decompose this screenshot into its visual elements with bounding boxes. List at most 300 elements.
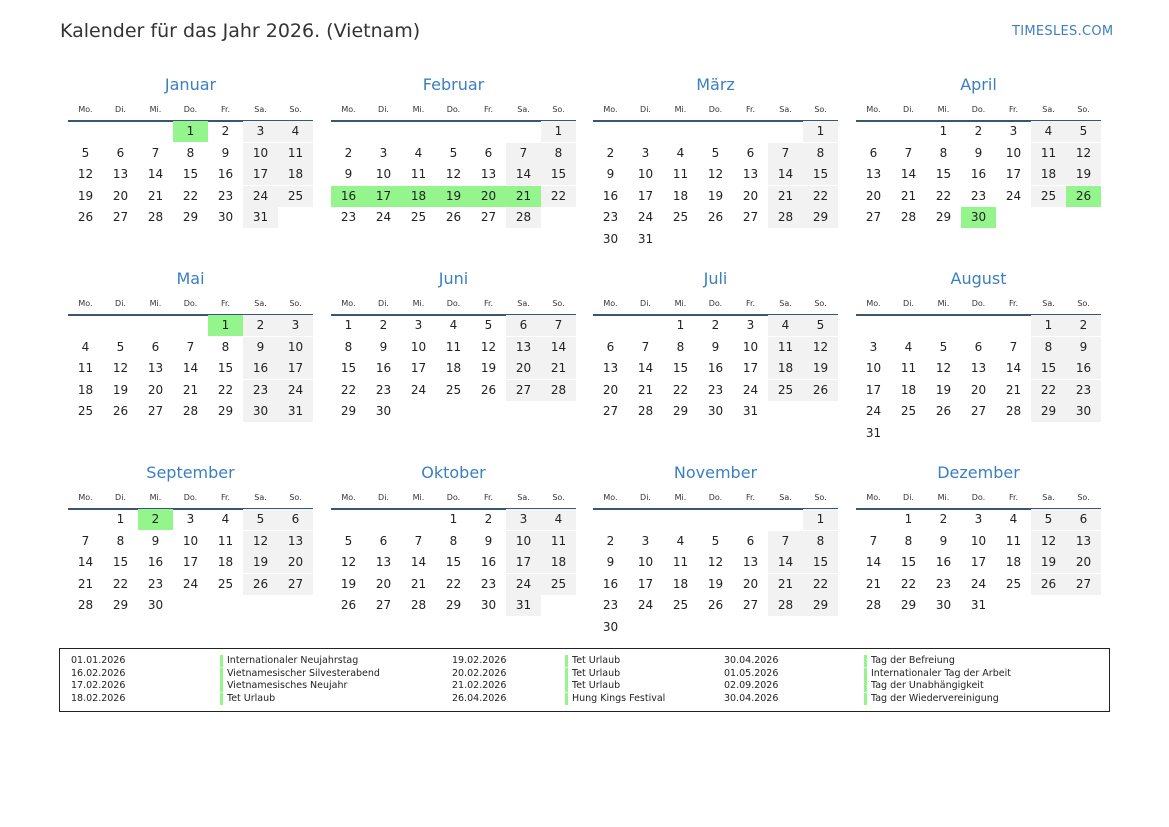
day-cell[interactable]: 2	[974, 124, 983, 138]
day-cell[interactable]: 27	[1066, 574, 1101, 595]
day-cell[interactable]: 10	[637, 167, 654, 182]
day-cell[interactable]: 8	[803, 143, 838, 164]
day-cell[interactable]: 25	[278, 186, 313, 207]
day-cell[interactable]: 24	[865, 404, 882, 419]
day-cell[interactable]: 3	[278, 315, 313, 336]
day-cell[interactable]: 1	[449, 512, 458, 526]
day-cell[interactable]: 8	[186, 145, 195, 160]
day-cell[interactable]: 5	[449, 145, 458, 160]
day-cell[interactable]: 17	[1005, 167, 1022, 182]
day-cell[interactable]: 17	[970, 555, 987, 570]
day-cell[interactable]: 23	[1066, 380, 1101, 401]
day-cell[interactable]: 16	[970, 167, 987, 182]
day-cell[interactable]: 19	[803, 358, 838, 379]
day-cell[interactable]: 6	[379, 533, 388, 548]
day-cell[interactable]: 24	[506, 574, 541, 595]
day-cell[interactable]: 2	[243, 315, 278, 336]
day-cell[interactable]: 27	[147, 404, 164, 419]
day-cell[interactable]: 9	[484, 533, 493, 548]
day-cell[interactable]: 27	[480, 210, 497, 225]
day-cell[interactable]: 3	[869, 339, 878, 354]
day-cell[interactable]: 2	[484, 512, 493, 526]
day-cell[interactable]: 4	[414, 145, 423, 160]
day-cell[interactable]: 19	[243, 552, 278, 573]
day-cell[interactable]: 10	[1005, 145, 1022, 160]
day-cell[interactable]: 26	[803, 380, 838, 401]
day-cell[interactable]: 17	[410, 361, 427, 376]
holiday-day-cell[interactable]: 16	[331, 186, 366, 207]
day-cell[interactable]: 30	[243, 401, 278, 422]
day-cell[interactable]: 28	[900, 210, 917, 225]
day-cell[interactable]: 16	[217, 167, 234, 182]
day-cell[interactable]: 19	[1031, 552, 1066, 573]
day-cell[interactable]: 13	[1066, 531, 1101, 552]
day-cell[interactable]: 28	[1005, 404, 1022, 419]
day-cell[interactable]: 26	[707, 598, 724, 613]
day-cell[interactable]: 16	[147, 555, 164, 570]
day-cell[interactable]: 26	[707, 210, 724, 225]
holiday-day-cell[interactable]: 1	[173, 121, 208, 142]
day-cell[interactable]: 10	[970, 533, 987, 548]
day-cell[interactable]: 31	[970, 598, 987, 613]
day-cell[interactable]: 19	[1066, 164, 1101, 185]
day-cell[interactable]: 18	[672, 188, 689, 203]
day-cell[interactable]: 25	[1031, 186, 1066, 207]
day-cell[interactable]: 25	[217, 576, 234, 591]
day-cell[interactable]: 28	[865, 598, 882, 613]
holiday-day-cell[interactable]: 17	[366, 186, 401, 207]
day-cell[interactable]: 29	[672, 404, 689, 419]
day-cell[interactable]: 15	[1031, 358, 1066, 379]
day-cell[interactable]: 20	[112, 188, 129, 203]
day-cell[interactable]: 4	[278, 121, 313, 142]
day-cell[interactable]: 28	[506, 207, 541, 228]
day-cell[interactable]: 28	[77, 598, 94, 613]
day-cell[interactable]: 27	[278, 574, 313, 595]
day-cell[interactable]: 6	[606, 339, 615, 354]
day-cell[interactable]: 14	[147, 167, 164, 182]
day-cell[interactable]: 26	[77, 210, 94, 225]
day-cell[interactable]: 22	[935, 188, 952, 203]
day-cell[interactable]: 19	[935, 382, 952, 397]
day-cell[interactable]: 1	[676, 318, 685, 332]
day-cell[interactable]: 21	[77, 576, 94, 591]
day-cell[interactable]: 15	[935, 167, 952, 182]
day-cell[interactable]: 12	[707, 167, 724, 182]
day-cell[interactable]: 7	[768, 531, 803, 552]
day-cell[interactable]: 29	[112, 598, 129, 613]
day-cell[interactable]: 24	[637, 210, 654, 225]
day-cell[interactable]: 26	[1031, 574, 1066, 595]
day-cell[interactable]: 30	[217, 210, 234, 225]
day-cell[interactable]: 11	[672, 167, 689, 182]
day-cell[interactable]: 11	[1005, 533, 1022, 548]
day-cell[interactable]: 18	[217, 555, 234, 570]
day-cell[interactable]: 9	[221, 145, 230, 160]
day-cell[interactable]: 11	[768, 337, 803, 358]
day-cell[interactable]: 10	[506, 531, 541, 552]
day-cell[interactable]: 15	[112, 555, 129, 570]
day-cell[interactable]: 4	[768, 315, 803, 336]
day-cell[interactable]: 29	[340, 404, 357, 419]
day-cell[interactable]: 17	[637, 188, 654, 203]
day-cell[interactable]: 8	[116, 533, 125, 548]
day-cell[interactable]: 19	[77, 188, 94, 203]
day-cell[interactable]: 22	[1031, 380, 1066, 401]
day-cell[interactable]: 11	[445, 339, 462, 354]
day-cell[interactable]: 20	[742, 188, 759, 203]
day-cell[interactable]: 5	[1066, 121, 1101, 142]
day-cell[interactable]: 27	[375, 598, 392, 613]
day-cell[interactable]: 14	[410, 555, 427, 570]
day-cell[interactable]: 15	[445, 555, 462, 570]
day-cell[interactable]: 7	[641, 339, 650, 354]
day-cell[interactable]: 26	[243, 574, 278, 595]
day-cell[interactable]: 22	[445, 576, 462, 591]
day-cell[interactable]: 31	[243, 207, 278, 228]
day-cell[interactable]: 9	[606, 555, 615, 570]
day-cell[interactable]: 14	[1005, 361, 1022, 376]
day-cell[interactable]: 16	[707, 361, 724, 376]
day-cell[interactable]: 24	[742, 382, 759, 397]
day-cell[interactable]: 9	[344, 167, 353, 182]
day-cell[interactable]: 3	[641, 145, 650, 160]
day-cell[interactable]: 22	[803, 574, 838, 595]
day-cell[interactable]: 15	[217, 361, 234, 376]
day-cell[interactable]: 27	[742, 210, 759, 225]
day-cell[interactable]: 6	[484, 145, 493, 160]
day-cell[interactable]: 1	[939, 124, 948, 138]
day-cell[interactable]: 27	[970, 404, 987, 419]
day-cell[interactable]: 30	[707, 404, 724, 419]
day-cell[interactable]: 24	[243, 186, 278, 207]
day-cell[interactable]: 6	[974, 339, 983, 354]
day-cell[interactable]: 6	[746, 533, 755, 548]
day-cell[interactable]: 8	[1031, 337, 1066, 358]
day-cell[interactable]: 29	[217, 404, 234, 419]
day-cell[interactable]: 31	[506, 595, 541, 616]
day-cell[interactable]: 2	[344, 145, 353, 160]
day-cell[interactable]: 10	[637, 555, 654, 570]
day-cell[interactable]: 28	[768, 207, 803, 228]
day-cell[interactable]: 21	[637, 382, 654, 397]
day-cell[interactable]: 13	[742, 555, 759, 570]
day-cell[interactable]: 16	[602, 188, 619, 203]
day-cell[interactable]: 29	[803, 595, 838, 616]
holiday-day-cell[interactable]: 30	[961, 207, 996, 228]
day-cell[interactable]: 15	[900, 555, 917, 570]
day-cell[interactable]: 22	[217, 382, 234, 397]
day-cell[interactable]: 11	[541, 531, 576, 552]
day-cell[interactable]: 9	[1066, 337, 1101, 358]
holiday-day-cell[interactable]: 19	[436, 186, 471, 207]
day-cell[interactable]: 12	[707, 555, 724, 570]
day-cell[interactable]: 14	[865, 555, 882, 570]
day-cell[interactable]: 27	[112, 210, 129, 225]
day-cell[interactable]: 27	[742, 598, 759, 613]
day-cell[interactable]: 27	[865, 210, 882, 225]
day-cell[interactable]: 6	[869, 145, 878, 160]
day-cell[interactable]: 1	[116, 512, 125, 526]
day-cell[interactable]: 8	[803, 531, 838, 552]
day-cell[interactable]: 5	[711, 533, 720, 548]
day-cell[interactable]: 25	[1005, 576, 1022, 591]
day-cell[interactable]: 14	[900, 167, 917, 182]
day-cell[interactable]: 18	[278, 164, 313, 185]
day-cell[interactable]: 30	[602, 620, 619, 634]
day-cell[interactable]: 28	[637, 404, 654, 419]
day-cell[interactable]: 6	[278, 509, 313, 530]
day-cell[interactable]: 11	[217, 533, 234, 548]
day-cell[interactable]: 24	[1005, 188, 1022, 203]
day-cell[interactable]: 26	[112, 404, 129, 419]
day-cell[interactable]: 18	[1005, 555, 1022, 570]
day-cell[interactable]: 2	[606, 145, 615, 160]
day-cell[interactable]: 23	[480, 576, 497, 591]
day-cell[interactable]: 15	[340, 361, 357, 376]
day-cell[interactable]: 18	[672, 576, 689, 591]
day-cell[interactable]: 14	[768, 164, 803, 185]
day-cell[interactable]: 14	[541, 337, 576, 358]
day-cell[interactable]: 9	[379, 339, 388, 354]
day-cell[interactable]: 12	[480, 339, 497, 354]
day-cell[interactable]: 18	[768, 358, 803, 379]
day-cell[interactable]: 26	[935, 404, 952, 419]
day-cell[interactable]: 18	[77, 382, 94, 397]
day-cell[interactable]: 24	[637, 598, 654, 613]
day-cell[interactable]: 20	[865, 188, 882, 203]
day-cell[interactable]: 14	[506, 164, 541, 185]
day-cell[interactable]: 28	[768, 595, 803, 616]
day-cell[interactable]: 6	[1066, 509, 1101, 530]
day-cell[interactable]: 23	[707, 382, 724, 397]
day-cell[interactable]: 12	[1031, 531, 1066, 552]
day-cell[interactable]: 23	[340, 210, 357, 225]
day-cell[interactable]: 23	[970, 188, 987, 203]
day-cell[interactable]: 2	[711, 318, 720, 332]
day-cell[interactable]: 20	[147, 382, 164, 397]
day-cell[interactable]: 5	[803, 315, 838, 336]
holiday-day-cell[interactable]: 20	[471, 186, 506, 207]
day-cell[interactable]: 16	[480, 555, 497, 570]
day-cell[interactable]: 4	[904, 339, 913, 354]
brand-link[interactable]: TIMESLES.COM	[1012, 24, 1114, 39]
day-cell[interactable]: 16	[602, 576, 619, 591]
day-cell[interactable]: 18	[541, 552, 576, 573]
day-cell[interactable]: 19	[112, 382, 129, 397]
day-cell[interactable]: 1	[541, 121, 576, 142]
day-cell[interactable]: 21	[182, 382, 199, 397]
day-cell[interactable]: 7	[869, 533, 878, 548]
day-cell[interactable]: 13	[480, 167, 497, 182]
day-cell[interactable]: 7	[541, 315, 576, 336]
day-cell[interactable]: 20	[278, 552, 313, 573]
day-cell[interactable]: 12	[112, 361, 129, 376]
day-cell[interactable]: 16	[375, 361, 392, 376]
day-cell[interactable]: 21	[900, 188, 917, 203]
day-cell[interactable]: 14	[182, 361, 199, 376]
day-cell[interactable]: 11	[278, 143, 313, 164]
day-cell[interactable]: 4	[676, 533, 685, 548]
day-cell[interactable]: 20	[742, 576, 759, 591]
day-cell[interactable]: 18	[445, 361, 462, 376]
day-cell[interactable]: 17	[742, 361, 759, 376]
day-cell[interactable]: 13	[970, 361, 987, 376]
day-cell[interactable]: 5	[243, 509, 278, 530]
day-cell[interactable]: 25	[672, 598, 689, 613]
day-cell[interactable]: 30	[1066, 401, 1101, 422]
day-cell[interactable]: 24	[278, 380, 313, 401]
day-cell[interactable]: 13	[375, 555, 392, 570]
day-cell[interactable]: 2	[939, 512, 948, 526]
day-cell[interactable]: 12	[77, 167, 94, 182]
day-cell[interactable]: 12	[340, 555, 357, 570]
day-cell[interactable]: 24	[375, 210, 392, 225]
day-cell[interactable]: 4	[541, 509, 576, 530]
day-cell[interactable]: 29	[935, 210, 952, 225]
day-cell[interactable]: 27	[602, 404, 619, 419]
day-cell[interactable]: 16	[935, 555, 952, 570]
day-cell[interactable]: 16	[243, 358, 278, 379]
day-cell[interactable]: 10	[865, 361, 882, 376]
day-cell[interactable]: 4	[676, 145, 685, 160]
day-cell[interactable]: 9	[711, 339, 720, 354]
day-cell[interactable]: 17	[278, 358, 313, 379]
day-cell[interactable]: 17	[637, 576, 654, 591]
day-cell[interactable]: 28	[541, 380, 576, 401]
day-cell[interactable]: 1	[344, 318, 353, 332]
day-cell[interactable]: 18	[900, 382, 917, 397]
day-cell[interactable]: 7	[414, 533, 423, 548]
day-cell[interactable]: 12	[1066, 143, 1101, 164]
day-cell[interactable]: 5	[344, 533, 353, 548]
day-cell[interactable]: 10	[375, 167, 392, 182]
day-cell[interactable]: 25	[410, 210, 427, 225]
day-cell[interactable]: 7	[81, 533, 90, 548]
day-cell[interactable]: 26	[480, 382, 497, 397]
day-cell[interactable]: 1	[1031, 315, 1066, 336]
day-cell[interactable]: 10	[278, 337, 313, 358]
day-cell[interactable]: 19	[340, 576, 357, 591]
day-cell[interactable]: 24	[182, 576, 199, 591]
day-cell[interactable]: 6	[746, 145, 755, 160]
day-cell[interactable]: 6	[151, 339, 160, 354]
day-cell[interactable]: 22	[672, 382, 689, 397]
day-cell[interactable]: 12	[935, 361, 952, 376]
day-cell[interactable]: 3	[1009, 124, 1018, 138]
day-cell[interactable]: 20	[506, 358, 541, 379]
day-cell[interactable]: 11	[410, 167, 427, 182]
day-cell[interactable]: 2	[379, 318, 388, 332]
day-cell[interactable]: 29	[182, 210, 199, 225]
day-cell[interactable]: 14	[637, 361, 654, 376]
day-cell[interactable]: 22	[182, 188, 199, 203]
day-cell[interactable]: 29	[445, 598, 462, 613]
day-cell[interactable]: 13	[506, 337, 541, 358]
day-cell[interactable]: 6	[506, 315, 541, 336]
day-cell[interactable]: 25	[541, 574, 576, 595]
day-cell[interactable]: 3	[186, 512, 195, 526]
day-cell[interactable]: 9	[151, 533, 160, 548]
day-cell[interactable]: 22	[340, 382, 357, 397]
day-cell[interactable]: 26	[340, 598, 357, 613]
day-cell[interactable]: 4	[1009, 512, 1018, 526]
day-cell[interactable]: 16	[1066, 358, 1101, 379]
day-cell[interactable]: 14	[77, 555, 94, 570]
day-cell[interactable]: 10	[410, 339, 427, 354]
day-cell[interactable]: 31	[742, 404, 759, 419]
day-cell[interactable]: 1	[803, 509, 838, 530]
day-cell[interactable]: 15	[803, 552, 838, 573]
day-cell[interactable]: 29	[1031, 401, 1066, 422]
day-cell[interactable]: 23	[935, 576, 952, 591]
day-cell[interactable]: 9	[243, 337, 278, 358]
day-cell[interactable]: 2	[1066, 315, 1101, 336]
day-cell[interactable]: 8	[221, 339, 230, 354]
day-cell[interactable]: 3	[243, 121, 278, 142]
day-cell[interactable]: 4	[221, 512, 230, 526]
day-cell[interactable]: 12	[243, 531, 278, 552]
day-cell[interactable]: 21	[768, 574, 803, 595]
day-cell[interactable]: 3	[974, 512, 983, 526]
day-cell[interactable]: 28	[410, 598, 427, 613]
day-cell[interactable]: 26	[445, 210, 462, 225]
day-cell[interactable]: 30	[602, 232, 619, 246]
day-cell[interactable]: 13	[742, 167, 759, 182]
day-cell[interactable]: 29	[900, 598, 917, 613]
day-cell[interactable]: 13	[602, 361, 619, 376]
day-cell[interactable]: 6	[116, 145, 125, 160]
day-cell[interactable]: 13	[147, 361, 164, 376]
day-cell[interactable]: 13	[865, 167, 882, 182]
day-cell[interactable]: 29	[803, 207, 838, 228]
day-cell[interactable]: 28	[147, 210, 164, 225]
day-cell[interactable]: 25	[445, 382, 462, 397]
day-cell[interactable]: 30	[480, 598, 497, 613]
day-cell[interactable]: 2	[221, 124, 230, 138]
day-cell[interactable]: 19	[707, 188, 724, 203]
day-cell[interactable]: 1	[803, 121, 838, 142]
day-cell[interactable]: 23	[602, 598, 619, 613]
day-cell[interactable]: 1	[904, 512, 913, 526]
day-cell[interactable]: 25	[768, 380, 803, 401]
day-cell[interactable]: 9	[939, 533, 948, 548]
day-cell[interactable]: 9	[974, 145, 983, 160]
day-cell[interactable]: 14	[768, 552, 803, 573]
day-cell[interactable]: 21	[768, 186, 803, 207]
day-cell[interactable]: 20	[1066, 552, 1101, 573]
day-cell[interactable]: 7	[151, 145, 160, 160]
day-cell[interactable]: 5	[484, 318, 493, 332]
holiday-day-cell[interactable]: 2	[138, 509, 173, 530]
day-cell[interactable]: 21	[541, 358, 576, 379]
day-cell[interactable]: 25	[77, 404, 94, 419]
holiday-day-cell[interactable]: 1	[208, 315, 243, 336]
day-cell[interactable]: 10	[243, 143, 278, 164]
day-cell[interactable]: 24	[410, 382, 427, 397]
day-cell[interactable]: 23	[147, 576, 164, 591]
day-cell[interactable]: 3	[379, 145, 388, 160]
day-cell[interactable]: 3	[641, 533, 650, 548]
day-cell[interactable]: 23	[602, 210, 619, 225]
day-cell[interactable]: 19	[707, 576, 724, 591]
day-cell[interactable]: 17	[182, 555, 199, 570]
holiday-day-cell[interactable]: 26	[1066, 186, 1101, 207]
day-cell[interactable]: 20	[970, 382, 987, 397]
day-cell[interactable]: 8	[676, 339, 685, 354]
day-cell[interactable]: 5	[711, 145, 720, 160]
day-cell[interactable]: 30	[375, 404, 392, 419]
